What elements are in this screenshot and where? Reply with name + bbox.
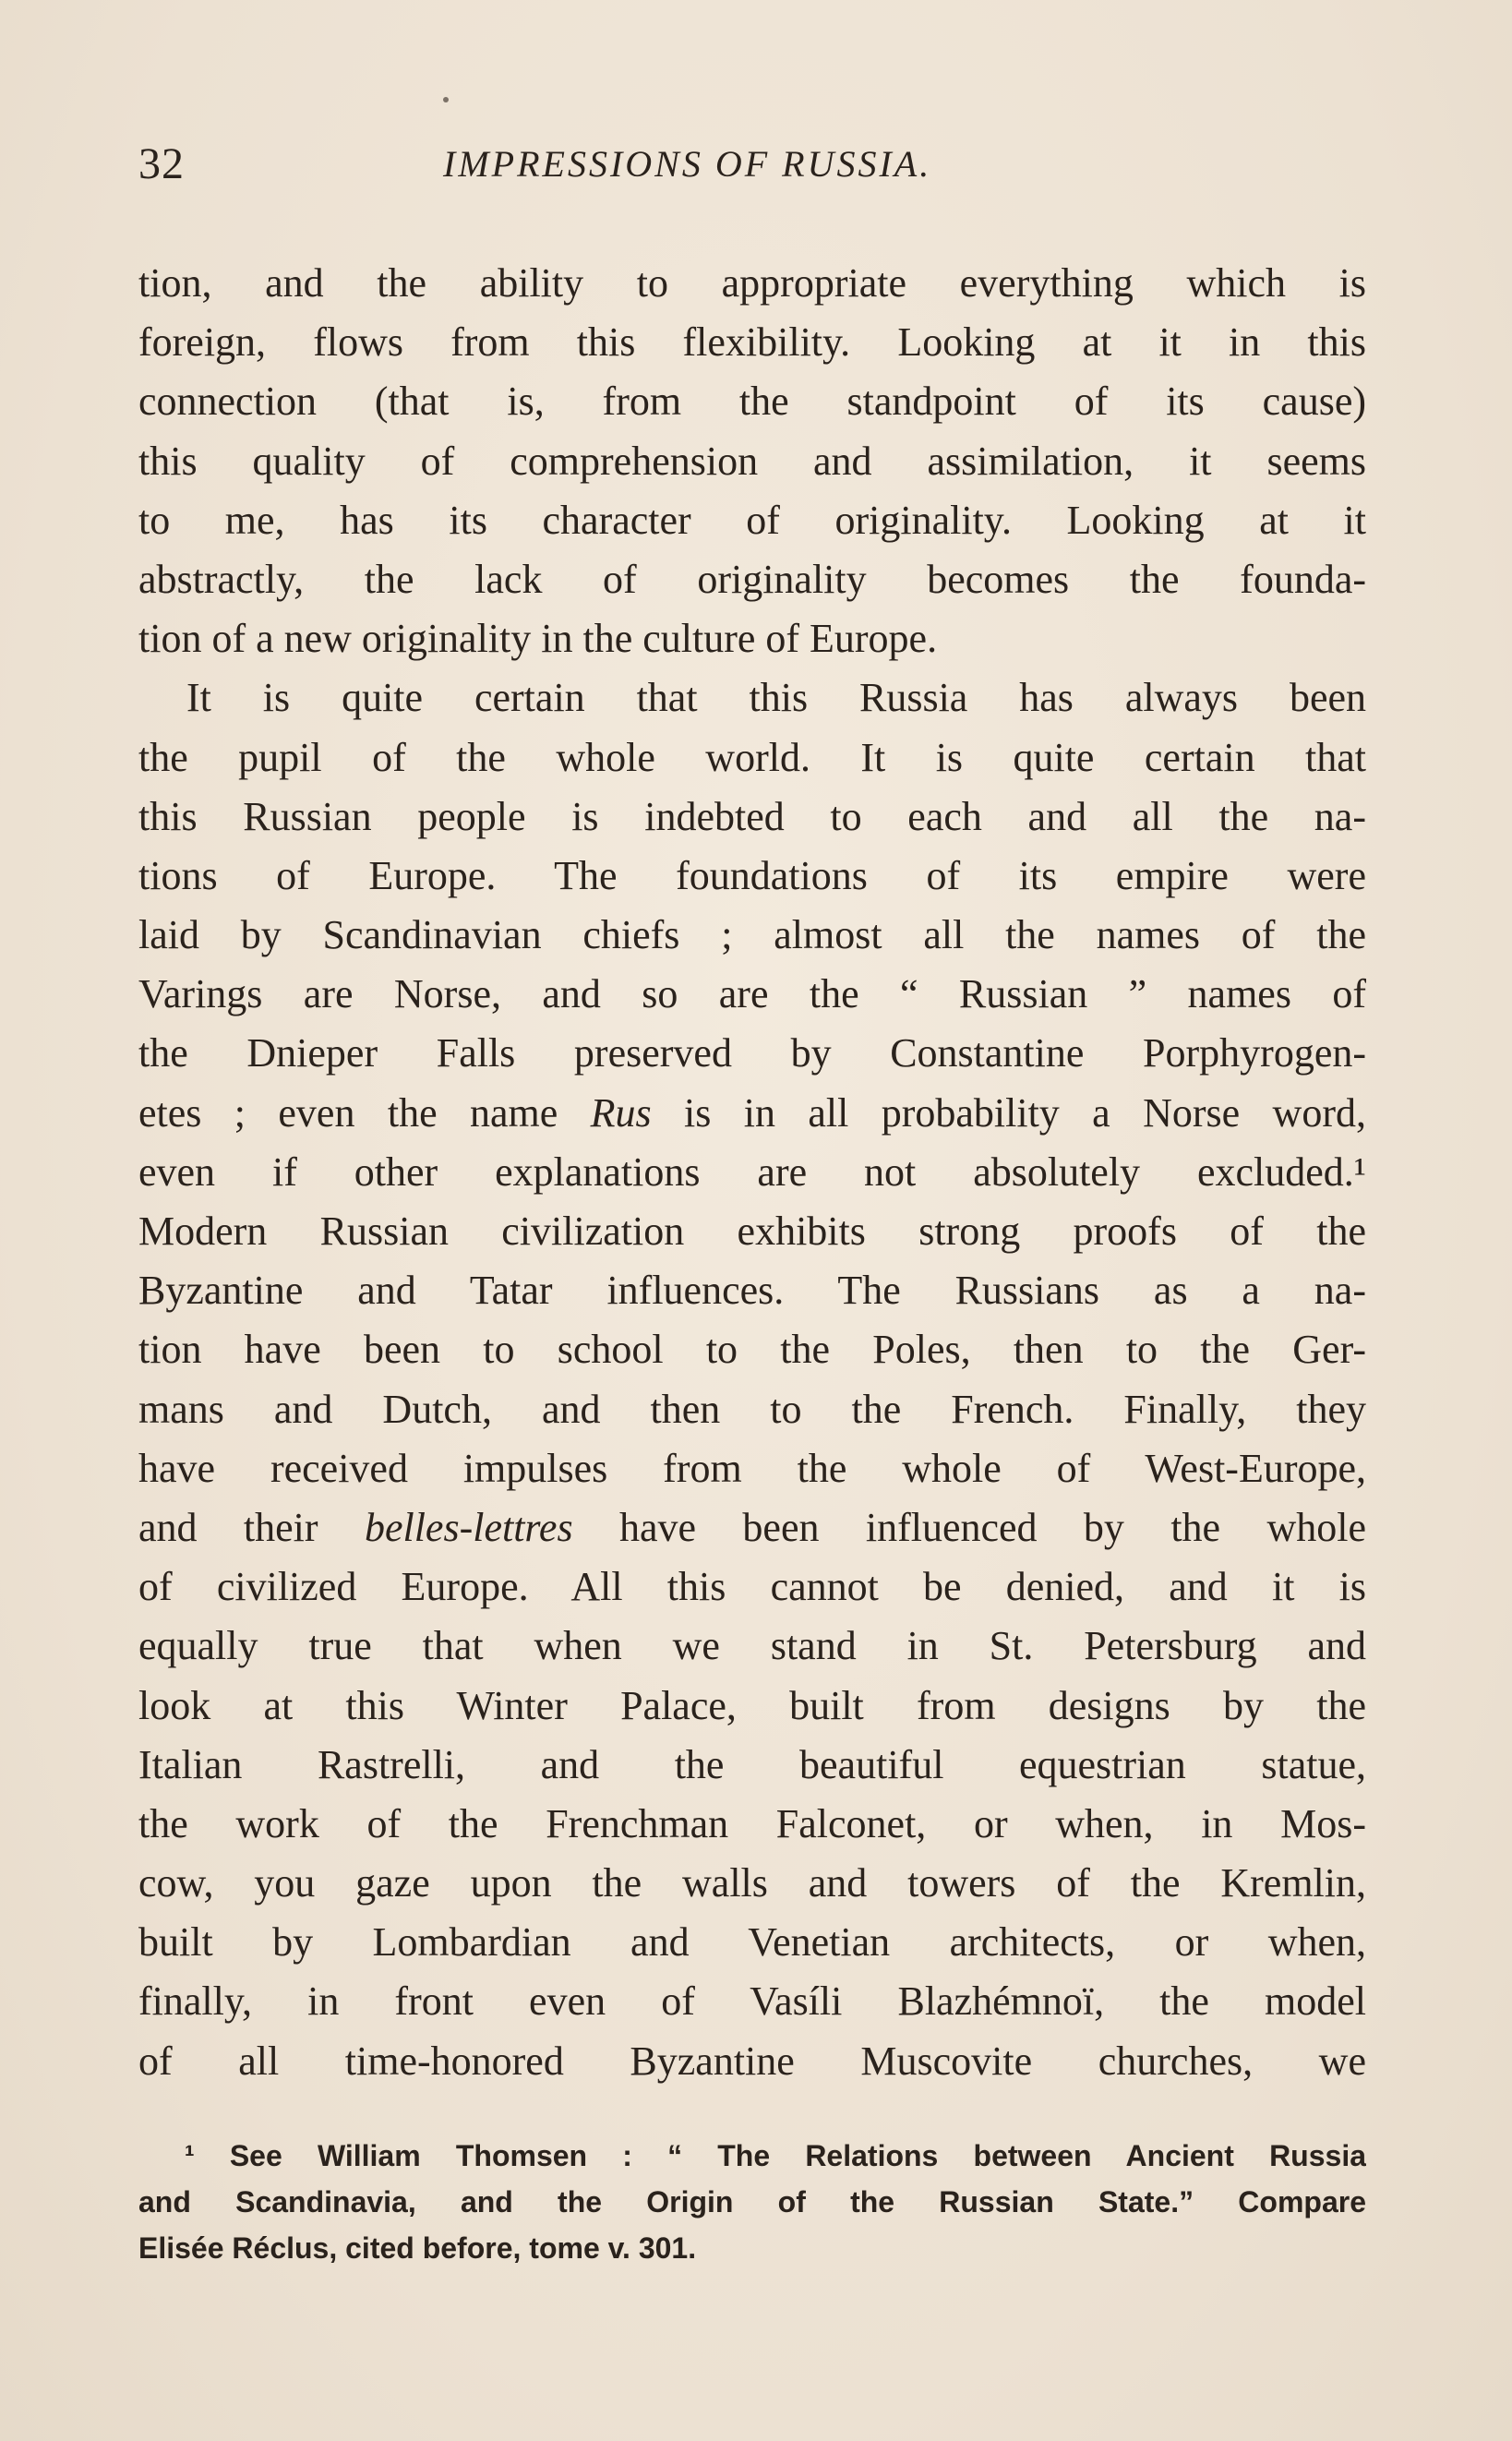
text-line: this Russian people is indebted to each and all the na- <box>138 793 1366 839</box>
text-line: abstractly, the lack of originality becomes the founda- <box>138 556 1366 602</box>
text-line: finally, in front even of Vasíli Blazhémnoï, the model <box>138 1978 1366 2025</box>
text-line: look at this Winter Palace, built from designs by the <box>138 1682 1366 1728</box>
italic-term: belles-lettres <box>364 1504 573 1550</box>
footnote-line: Elisée Réclus, cited before, tome v. 301. <box>138 2231 697 2265</box>
book-page <box>138 0 1366 2441</box>
text-line: the pupil of the whole world. It is quite certain that <box>138 734 1366 780</box>
text-line: connection (that is, from the standpoint of its cause) <box>138 379 1366 425</box>
footnote-line: ¹ See William Thomsen : “ The Relations between Ancient Russia <box>185 2139 1366 2172</box>
running-head: IMPRESSIONS OF RUSSIA. <box>443 143 932 185</box>
text-line: Byzantine and Tatar influences. The Russians as a na- <box>138 1268 1366 1314</box>
text-line: Italian Rastrelli, and the beautiful equestrian statue, <box>138 1741 1366 1787</box>
page-header <box>138 138 1366 203</box>
footnote-line: and Scandinavia, and the Origin of the Russian State.” Compare <box>138 2185 1366 2219</box>
text-line: laid by Scandinavian chiefs ; almost all the names of the <box>138 912 1366 958</box>
paper-speck <box>443 97 449 102</box>
body-text <box>138 254 1366 2091</box>
text-line: even if other explanations are not absolutely excluded.¹ <box>138 1148 1366 1195</box>
text-line: this quality of comprehension and assimilation, it seems <box>138 438 1366 484</box>
text-line: the work of the Frenchman Falconet, or when, in Mos- <box>138 1800 1366 1846</box>
text-line: equally true that when we stand in St. Petersburg and <box>138 1623 1366 1669</box>
text-line: etes ; even the name Rus is in all probability a Norse word, <box>138 1089 1366 1136</box>
text-line: and their belles-lettres have been influenced by the whole <box>138 1504 1366 1550</box>
text-line: of all time-honored Byzantine Muscovite churches, we <box>138 2038 1366 2084</box>
paragraph-end-line: tion of a new originality in the culture of Europe. <box>138 616 938 662</box>
text-line: built by Lombardian and Venetian architects, or when, <box>138 1919 1366 1966</box>
text-line: foreign, flows from this flexibility. Looking at it in this <box>138 319 1366 366</box>
paragraph-start-line: It is quite certain that this Russia has always been <box>186 675 1366 721</box>
text-line: the Dnieper Falls preserved by Constantine Porphyrogen- <box>138 1030 1366 1076</box>
page-number: 32 <box>138 139 185 188</box>
text-line: tion have been to school to the Poles, then to the Ger- <box>138 1327 1366 1373</box>
text-line: cow, you gaze upon the walls and towers of the Kremlin, <box>138 1860 1366 1906</box>
text-line: tions of Europe. The foundations of its empire were <box>138 852 1366 898</box>
italic-term: Rus <box>590 1089 652 1136</box>
text-line: have received impulses from the whole of West-Europe, <box>138 1445 1366 1491</box>
text-line: Modern Russian civilization exhibits strong proofs of the <box>138 1208 1366 1254</box>
text-line: of civilized Europe. All this cannot be denied, and it is <box>138 1564 1366 1610</box>
text-line: Varings are Norse, and so are the “ Russian ” names of <box>138 971 1366 1017</box>
text-line: tion, and the ability to appropriate everything which is <box>138 260 1366 306</box>
footnote <box>138 2133 1366 2271</box>
text-line: to me, has its character of originality. Looking at it <box>138 497 1366 543</box>
text-line: mans and Dutch, and then to the French. Finally, they <box>138 1386 1366 1432</box>
